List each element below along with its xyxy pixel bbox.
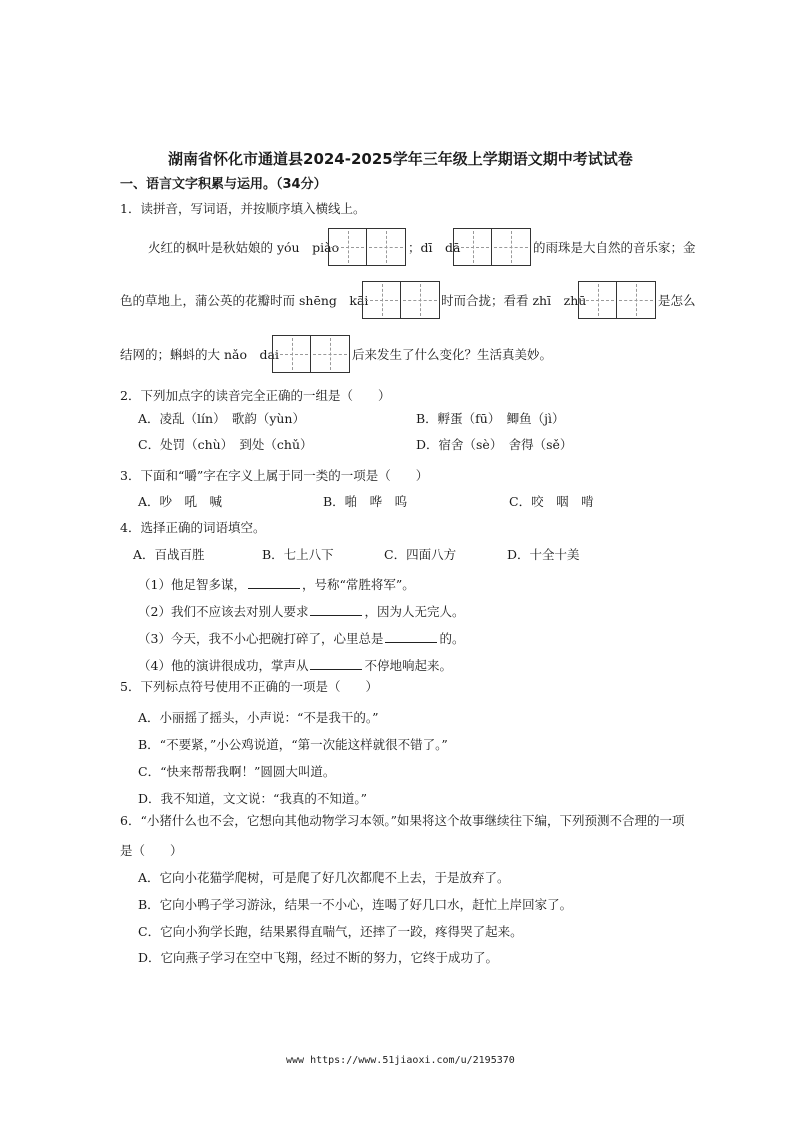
- q3-option-b[interactable]: B．啪 哗 呜: [323, 494, 408, 509]
- q4-option-c[interactable]: C．四面八方: [384, 547, 457, 562]
- q4-s2-part-b: ，因为人无完人。: [364, 604, 465, 619]
- answer-blank[interactable]: [310, 657, 362, 670]
- q1-line2-text-b: 时而合拢；看看 zhī zhū: [441, 293, 587, 308]
- q4-s1-part-a: （1）他足智多谋，: [138, 577, 246, 592]
- q1-grid-youpiao[interactable]: [328, 228, 406, 266]
- q6-option-a[interactable]: A．它向小花猫学爬树，可是爬了好几次都爬不上去，于是放弃了。: [138, 870, 510, 885]
- q4-s4-part-a: （4）他的演讲很成功，掌声从: [138, 658, 309, 673]
- q4-option-b[interactable]: B．七上八下: [262, 547, 334, 562]
- q5-option-d[interactable]: D．我不知道，文文说：“我真的不知道。”: [138, 791, 368, 806]
- q1-grid-shengkai[interactable]: [362, 281, 440, 319]
- answer-blank[interactable]: [385, 630, 437, 643]
- question-5-stem: 5．下列标点符号使用不正确的一项是（ ）: [120, 679, 378, 694]
- section-heading: 一、语言文字积累与运用。（34分）: [120, 177, 327, 192]
- question-1-stem: 1．读拼音，写词语，并按顺序填入横线上。: [120, 201, 366, 216]
- answer-blank[interactable]: [310, 603, 362, 616]
- q4-s3-part-b: 的。: [439, 631, 465, 646]
- question-3-stem: 3．下面和“嚼”字在字义上属于同一类的一项是（ ）: [120, 468, 429, 483]
- q6-option-c[interactable]: C．它向小狗学长跑，结果累得直喘气，还摔了一跤，疼得哭了起来。: [138, 924, 523, 939]
- q5-option-a[interactable]: A．小丽摇了摇头，小声说：“不是我干的。”: [138, 710, 379, 725]
- q3-option-c[interactable]: C．咬 咽 啃: [509, 494, 594, 509]
- q1-line2-text-a: 色的草地上，蒲公英的花瓣时而 shēng kāi: [120, 293, 369, 308]
- q2-option-c[interactable]: C．处罚（chù） 到处（chǔ）: [138, 437, 313, 452]
- q4-sentence-1: [138, 576, 415, 592]
- q1-grid-dida[interactable]: [453, 228, 531, 266]
- q1-line1-text-b: ；dī dā: [408, 240, 461, 255]
- q6-option-d[interactable]: D．它向燕子学习在空中飞翔，经过不断的努力，它终于成功了。: [138, 950, 499, 965]
- q2-option-d[interactable]: D．宿舍（sè） 舍得（sě）: [416, 437, 573, 452]
- q1-line2-text-c: 是怎么: [658, 293, 696, 308]
- q1-grid-naodai[interactable]: [272, 335, 350, 373]
- q4-sentence-4: [138, 657, 452, 673]
- question-6-stem-line1: 6．“小猪什么也不会，它想向其他动物学习本领。”如果将这个故事继续往下编，下列预测不合理的一项: [120, 813, 685, 828]
- q4-option-d[interactable]: D．十全十美: [507, 547, 580, 562]
- q3-option-a[interactable]: A．吵 吼 喊: [138, 494, 223, 509]
- q1-line3-text-b: 后来发生了什么变化？生活真美妙。: [352, 347, 553, 362]
- q4-s4-part-b: 不停地响起来。: [364, 658, 452, 673]
- q4-s2-part-a: （2）我们不应该去对别人要求: [138, 604, 309, 619]
- q2-option-b[interactable]: B．孵蛋（fū） 鲫鱼（jì）: [416, 411, 565, 426]
- q4-s3-part-a: （3）今天，我不小心把碗打碎了，心里总是: [138, 631, 384, 646]
- q1-line1-text-a: 火红的枫叶是秋姑娘的 yóu piào: [148, 240, 340, 255]
- question-2-stem: 2．下列加点字的读音完全正确的一组是（ ）: [120, 388, 391, 403]
- question-6-stem-line2: 是（ ）: [120, 843, 183, 858]
- q5-option-b[interactable]: B．“不要紧，”小公鸡说道，“第一次能这样就很不错了。”: [138, 737, 448, 752]
- q1-line1-text-c: 的雨珠是大自然的音乐家；金: [533, 240, 696, 255]
- q1-grid-zhizhu[interactable]: [578, 281, 656, 319]
- answer-blank[interactable]: [248, 576, 300, 589]
- q6-option-b[interactable]: B．它向小鸭子学习游泳，结果一不小心，连喝了好几口水，赶忙上岸回家了。: [138, 897, 573, 912]
- q1-line3-text-a: 结网的；蝌蚪的大 nǎo dai: [120, 347, 279, 362]
- q4-sentence-2: [138, 603, 464, 619]
- page-title: 湖南省怀化市通道县2024-2025学年三年级上学期语文期中考试试卷: [168, 150, 633, 168]
- question-4-stem: 4．选择正确的词语填空。: [120, 520, 266, 535]
- footer-url[interactable]: www https://www.51jiaoxi.com/u/2195370: [286, 1055, 515, 1066]
- q4-option-a[interactable]: A．百战百胜: [133, 547, 205, 562]
- q4-s1-part-b: ，号称“常胜将军”。: [301, 577, 415, 592]
- q4-sentence-3: [138, 630, 464, 646]
- q2-option-a[interactable]: A．凌乱（lín） 歌韵（yùn）: [138, 411, 305, 426]
- q5-option-c[interactable]: C．“快来帮帮我啊！”圆圆大叫道。: [138, 764, 336, 779]
